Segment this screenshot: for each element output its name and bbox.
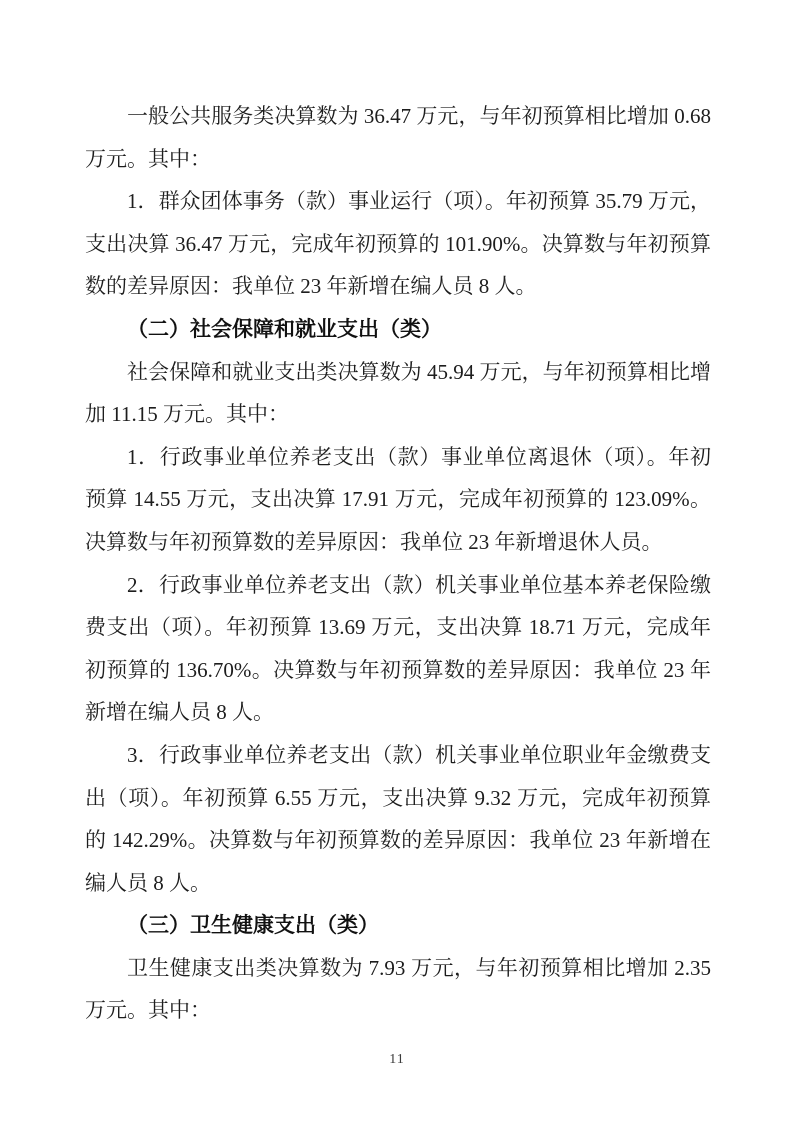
paragraph-occupational-annuity-item-3: 3．行政事业单位养老支出（款）机关事业单位职业年金缴费支出（项）。年初预算 6.55 万元，支出决算 9.32 万元，完成年初预算的 142.29%。决算数与年初预算数的差异原因：我单位 23 年新增在编人员 8 人。 <box>85 742 711 895</box>
section-heading-social-security: （二）社会保障和就业支出（类） <box>127 316 442 341</box>
section-heading-health: （三）卫生健康支出（类） <box>127 913 379 938</box>
page-number: 11 <box>389 1052 405 1067</box>
document-body <box>85 95 711 1032</box>
paragraph-health-summary: 卫生健康支出类决算数为 7.93 万元，与年初预算相比增加 2.35 万元。其中： <box>85 955 711 1023</box>
paragraph-basic-pension-item-2: 2．行政事业单位养老支出（款）机关事业单位基本养老保险缴费支出（项）。年初预算 13.69 万元，支出决算 18.71 万元，完成年初预算的 136.70%。决算数与年初预算数的差异原因：我单位 23 年新增在编人员 8 人。 <box>85 572 711 725</box>
paragraph-social-security-summary: 社会保障和就业支出类决算数为 45.94 万元，与年初预算相比增加 11.15 万元。其中： <box>85 359 711 427</box>
paragraph-mass-organization-affairs-item: 1．群众团体事务（款）事业运行（项）。年初预算 35.79 万元，支出决算 36.47 万元，完成年初预算的 101.90%。决算数与年初预算数的差异原因：我单位 23 年新增在编人员 8 人。 <box>85 189 711 299</box>
paragraph-general-public-services-summary: 一般公共服务类决算数为 36.47 万元，与年初预算相比增加 0.68 万元。其中： <box>85 104 711 171</box>
paragraph-retirement-item-1: 1．行政事业单位养老支出（款）事业单位离退休（项）。年初预算 14.55 万元，支出决算 17.91 万元，完成年初预算的 123.09%。决算数与年初预算数的差异原因：我单位 23 年新增退休人员。 <box>85 444 711 554</box>
